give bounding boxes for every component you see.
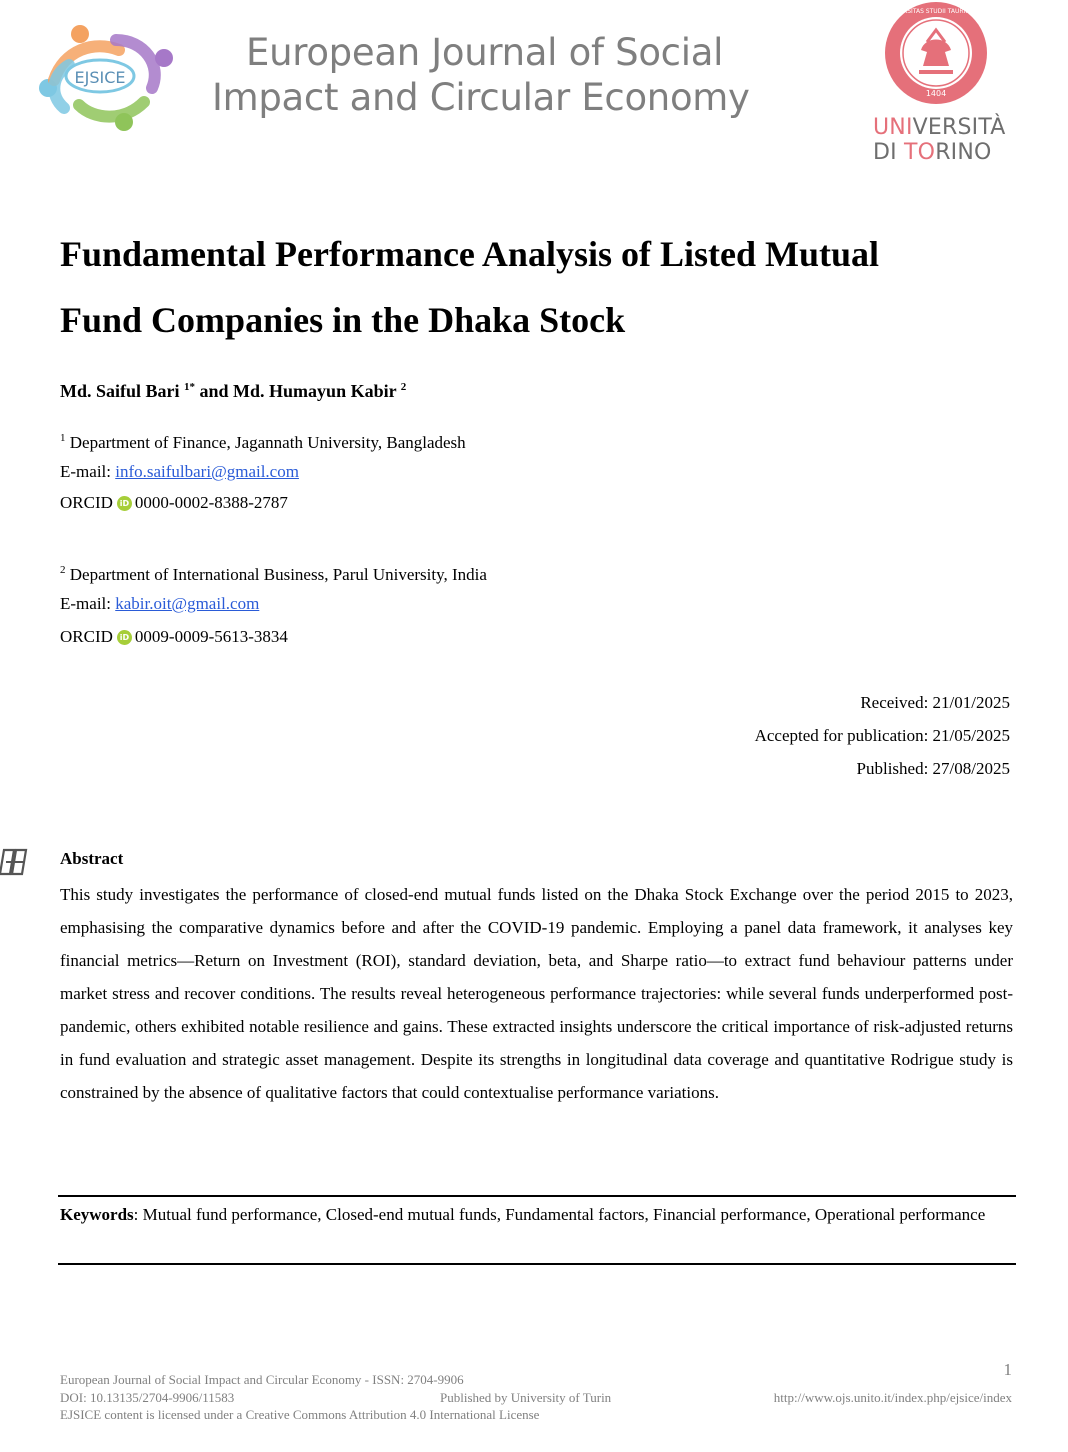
page-number: 1 [1003,1360,1012,1379]
keywords-box [58,1195,1016,1265]
seal-text: UNIVERSITAS STUDII TAURINENSIS [884,8,988,15]
accepted-date: Accepted for publication: 21/05/2025 [754,726,1010,745]
ejsice-logo [24,10,180,136]
paper-title-line1: Fundamental Performance Analysis of Listed Mutual [60,234,879,274]
published-date: Published: 27/08/2025 [856,759,1010,778]
paper-title-line2: Fund Companies in the Dhaka Stock [60,300,626,340]
orcid-1: ORCID iD 0000-0002-8388-2787 [60,493,288,512]
footer-doi: DOI: 10.13135/2704-9906/11583 [60,1390,235,1405]
footer-license: EJSICE content is licensed under a Creative Commons Attribution 4.0 International License [60,1407,540,1422]
footer-publisher: Published by University of Turin [440,1390,612,1405]
orcid-2: ORCID iD 0009-0009-5613-3834 [60,627,288,646]
university-seal-icon [883,0,989,106]
university-name-line2: DI TORINO [873,140,992,165]
abstract-heading: Abstract [60,849,124,868]
affiliation-1: $^1$ Department of Finance, Jagannath University, Bangladesh [60,432,466,452]
annotation-icon[interactable] [0,842,32,882]
journal-name-line2: Impact and Circular Economy [212,76,750,119]
email-link-2[interactable]: kabir.oit@gmail.com [115,594,260,613]
logo-text: EJSICE [74,68,126,87]
author-1: Md. Saiful Bari [60,381,180,401]
email-1: E-mail: info.saifulbari@gmail.com [60,462,299,481]
orcid-icon[interactable]: iD [117,630,132,645]
seal-year: 1404 [925,89,947,98]
university-name-line1: UNIVERSITÀ [873,115,1006,140]
affiliation-2: $^2$ Department of International Business, Parul University, India [60,564,487,584]
keywords: Keywords: Mutual fund performance, Closed-end mutual funds, Fundamental factors, Financial performance, Operational performance [60,1205,986,1224]
orcid-icon[interactable]: iD [117,496,132,511]
abstract-body: This study investigates the performance of closed-end mutual funds listed on the Dhaka Stock Exchange over the period 2015 to 2023, emphasising the comparative dynamics before and after the COVID-19 pandemic. Employing a panel data framework, it analyses key financial metrics—Return on Investment (ROI), standard deviation, beta, and Sharpe ratio—to extract fund behaviour patterns under market stress and recover conditions. The results reveal heterogeneous performance trajectories: while several funds underperformed post-pandemic, others exhibited notable resilience and gains. These extracted insights underscore the critical importance of risk-adjusted returns in fund evaluation and strategic asset management. Despite its strengths in longitudinal data coverage and quantitative Rodrigue study is constrained by the absence of qualitative factors that could contextualise performance variations. [60,885,1013,1102]
email-link-1[interactable]: info.saifulbari@gmail.com [115,462,299,481]
received-date: Received: 21/01/2025 [860,693,1010,712]
footer-journal-issn: European Journal of Social Impact and Circular Economy - ISSN: 2704-9906 [60,1372,464,1387]
author-2: Md. Humayun Kabir [233,381,397,401]
email-2: E-mail: kabir.oit@gmail.com [60,594,260,613]
author-list: Md. Saiful Bari $^{1*}$ and Md. Humayun Kabir $^2$ [60,381,407,401]
journal-name-line1: European Journal of Social [246,31,724,74]
footer-url[interactable]: http://www.ojs.unito.it/index.php/ejsice/index [773,1390,1012,1405]
